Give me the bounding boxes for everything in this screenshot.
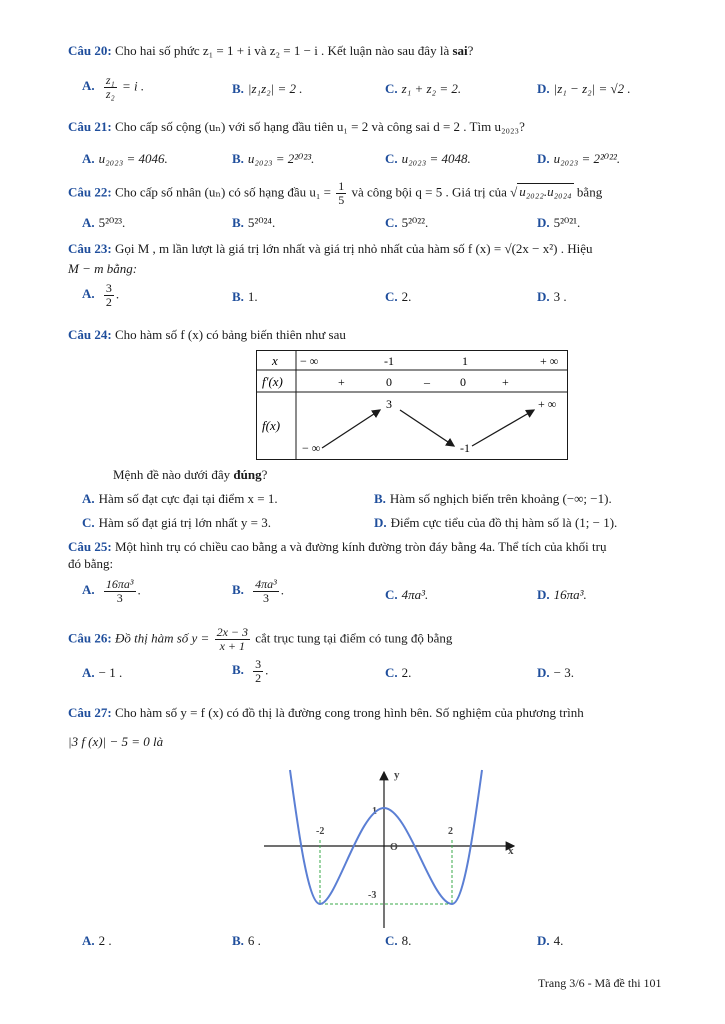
option-25-c[interactable]: C. 4πa³.	[385, 587, 429, 602]
tick-1: 1	[372, 806, 377, 817]
option-27-a[interactable]: A. 2 .	[82, 933, 112, 948]
table-x-1: 1	[462, 354, 468, 368]
arrow-up-1	[322, 410, 380, 448]
option-22-b[interactable]: B. 5²⁰²⁴.	[232, 215, 276, 230]
question-24: Câu 24: Cho hàm số f (x) có bảng biến thiên như sau	[68, 327, 346, 342]
option-22-c[interactable]: C. 5²⁰²².	[385, 215, 429, 230]
question-26: Câu 26: Đồ thị hàm số y = $\frac{2x - 3}{x + 1}$ cắt trục tung tại điểm có tung độ bằng	[68, 625, 453, 653]
tick-neg3: -3	[368, 890, 377, 901]
question-21: Câu 21: Cho cấp số cộng (uₙ) với số hạng đầu tiên u₁ = 2 và công sai d = 2 . Tìm u₂₀₂₃?	[68, 119, 525, 134]
option-21-b[interactable]: B. u₂₀₂₃ = 2²⁰²³.	[232, 151, 315, 166]
option-23-b[interactable]: B. 1.	[232, 289, 258, 304]
table-sign-zero-1: 0	[386, 375, 392, 389]
tick-2: 2	[448, 826, 453, 837]
option-26-c[interactable]: C. 2.	[385, 665, 412, 680]
option-20-a[interactable]: A. $\frac{\text{z₁}}{\text{z₂}}$ = i .	[82, 73, 145, 101]
option-24-c[interactable]: C. Hàm số đạt giá trị lớn nhất y = 3.	[82, 515, 271, 530]
question-24-prompt: Mệnh đề nào dưới đây đúng?	[113, 467, 268, 482]
option-27-d[interactable]: D. 4.	[537, 933, 564, 948]
option-24-a[interactable]: A. Hàm số đạt cực đại tại điểm x = 1.	[82, 491, 278, 506]
origin-label: O	[390, 842, 398, 853]
graph-curve	[290, 770, 482, 904]
option-22-a[interactable]: A. 5²⁰²³.	[82, 215, 126, 230]
option-27-b[interactable]: B. 6 .	[232, 933, 261, 948]
arrow-down	[400, 410, 454, 446]
option-24-b[interactable]: B. Hàm số nghịch biến trên khoảng (−∞; −1).	[374, 491, 612, 506]
fraction: $\frac{\text{z₁}}{\text{z₂}}$	[105, 73, 115, 101]
table-x-label: x	[272, 353, 278, 368]
table-sign-plus-1: +	[338, 375, 345, 389]
question-22: Câu 22: Cho cấp số nhân (uₙ) có số hạng đầu u₁ = $\frac{1}{5}$ và công bội q = 5 . Giá trị của √ u₂₀₂₂.u₂₀₂₄ bằng	[68, 179, 603, 207]
table-sign-zero-2: 0	[460, 375, 466, 389]
option-20-b[interactable]: B. |z₁z₂| = 2 .	[232, 81, 303, 96]
fraction: $\frac{1}{5}$	[338, 179, 345, 207]
table-sign-plus-2: +	[502, 375, 509, 389]
option-23-c[interactable]: C. 2.	[385, 289, 412, 304]
table-x-neg-inf: − ∞	[300, 354, 319, 368]
option-20-c[interactable]: C. z₁ + z₂ = 2.	[385, 81, 462, 96]
option-26-b[interactable]: B. $\frac{3}{2}$ .	[232, 657, 269, 685]
tick-neg2: -2	[316, 826, 325, 837]
fraction: $\frac{3}{2}$	[105, 281, 112, 309]
option-23-d[interactable]: D. 3 .	[537, 289, 567, 304]
option-26-d[interactable]: D. − 3.	[537, 665, 574, 680]
option-21-d[interactable]: D. u₂₀₂₃ = 2²⁰²².	[537, 151, 621, 166]
question-27-line2: |3 f (x)| − 5 = 0 là	[68, 734, 164, 749]
option-27-c[interactable]: C. 8.	[385, 933, 412, 948]
table-f-neg-inf: − ∞	[302, 441, 321, 455]
table-f-label: f(x)	[262, 418, 281, 433]
question-stem: Cho hai số phức z₁ = 1 + i và z₂ = 1 − i . Kết luận nào sau đây là	[114, 43, 450, 58]
option-25-d[interactable]: D. 16πa³.	[537, 587, 587, 602]
variation-table	[256, 350, 568, 460]
question-label: Câu 20:	[68, 43, 112, 58]
question-23-line2: M − m bằng:	[68, 261, 138, 276]
question-25-line2: đó bằng:	[68, 556, 114, 571]
page-footer: Trang 3/6 - Mã đề thi 101	[538, 976, 662, 990]
option-22-d[interactable]: D. 5²⁰²¹.	[537, 215, 581, 230]
y-axis-label: y	[394, 769, 400, 781]
option-23-a[interactable]: A. $\frac{3}{2}$ .	[82, 281, 120, 309]
table-f-pos-inf: + ∞	[538, 397, 557, 411]
table-sign-minus: –	[424, 375, 430, 389]
x-axis-label: x	[508, 845, 514, 857]
question-stem-bold: sai	[452, 43, 468, 58]
option-24-d[interactable]: D. Điểm cực tiểu của đồ thị hàm số là (1; − 1).	[374, 515, 618, 530]
table-x-pos-inf: + ∞	[540, 354, 559, 368]
function-graph	[264, 768, 524, 932]
table-f-min: -1	[460, 441, 470, 455]
option-26-a[interactable]: A. − 1 .	[82, 665, 123, 680]
option-20-d[interactable]: D. |z₁ − z₂| = √2 .	[537, 81, 631, 96]
question-25: Câu 25: Một hình trụ có chiều cao bằng a và đường kính đường tròn đáy bằng 4a. Thể tích của khối trụ	[68, 539, 607, 554]
table-f-max: 3	[386, 397, 392, 411]
option-21-c[interactable]: C. u₂₀₂₃ = 4048.	[385, 151, 471, 166]
option-21-a[interactable]: A. u₂₀₂₃ = 4046.	[82, 151, 168, 166]
question-23: Câu 23: Gọi M , m lần lượt là giá trị lớn nhất và giá trị nhỏ nhất của hàm số f (x) = √(2x − x²) . Hiệu	[68, 241, 593, 256]
table-x-neg1: -1	[384, 354, 394, 368]
option-25-b[interactable]: B. $\frac{\text{4πa³}}{3}$ .	[232, 577, 285, 605]
arrow-up-2	[472, 410, 534, 446]
table-fp-label: f′(x)	[262, 374, 283, 389]
option-25-a[interactable]: A. $\frac{\text{16πa³}}{3}$ .	[82, 577, 141, 605]
question-27: Câu 27: Cho hàm số y = f (x) có đồ thị là đường cong trong hình bên. Số nghiệm của phương trình	[68, 705, 584, 720]
question-20: Câu 20: Cho hai số phức z₁ = 1 + i và z₂ = 1 − i . Kết luận nào sau đây là sai?	[68, 43, 474, 58]
